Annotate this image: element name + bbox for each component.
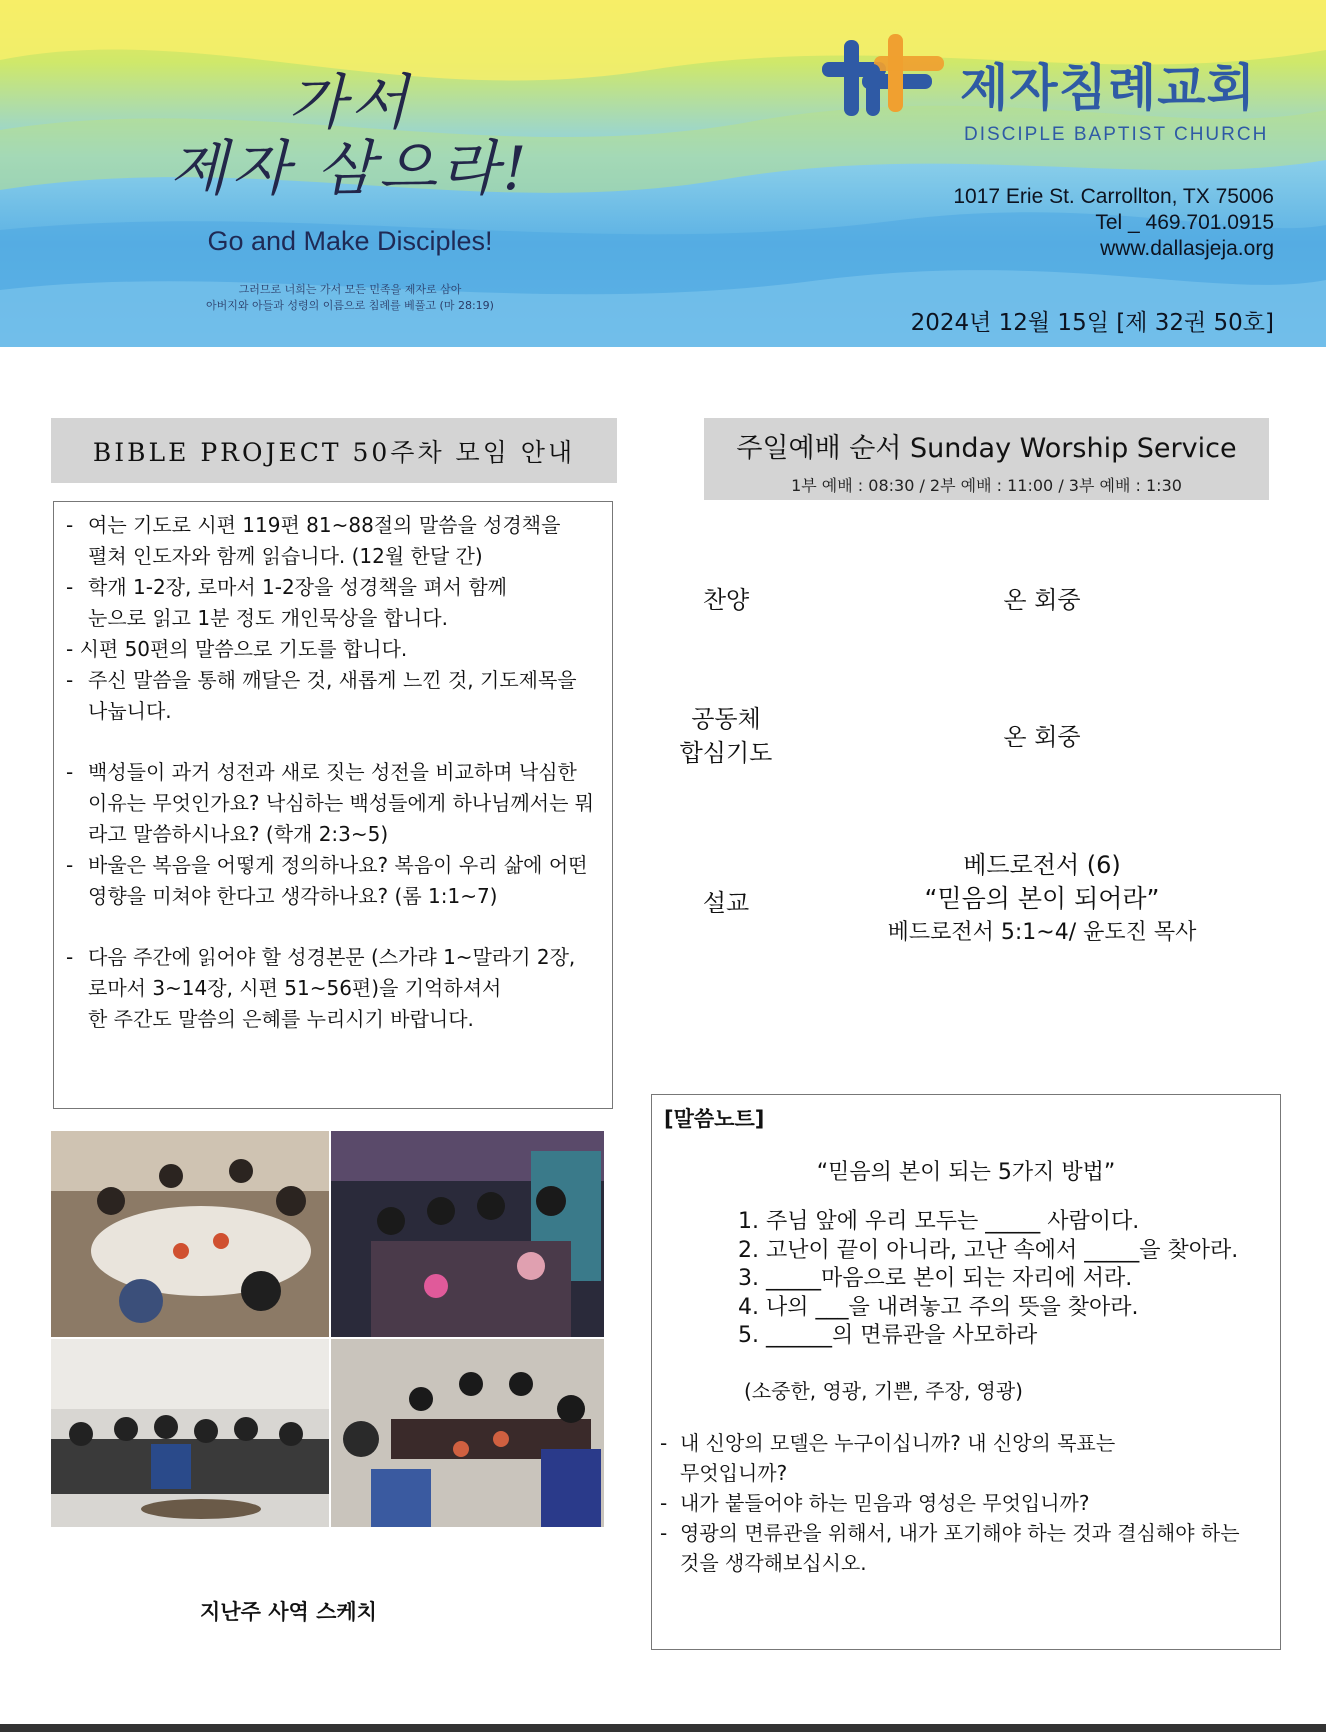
ministry-photo-1 (51, 1131, 329, 1337)
list-item: - 영광의 면류관을 위해서, 내가 포기해야 하는 것과 결심해야 하는 것을 생각해보십시오. (660, 1521, 1240, 1575)
church-website[interactable]: www.dallasjeja.org (1100, 237, 1274, 260)
issue-date: 2024년 12월 15일 [제 32권 50호] (910, 310, 1274, 336)
list-item: - 내가 붙들어야 하는 믿음과 영성은 무엇입니까? (660, 1491, 1090, 1515)
sermon-note-questions (660, 1428, 1260, 1578)
sermon-note-title: “믿음의 본이 되는 5가지 방법” (816, 1160, 1116, 1185)
list-item: - 다음 주간에 읽어야 할 성경본문 (스가랴 1~말라기 2장, 로마서 3~14장, 시편 51~56편)을 기억하셔서 한 주간도 말씀의 은혜를 누리시기 바랍니다. (66, 945, 576, 1031)
order-value-prayer: 온 회중 (1003, 723, 1081, 751)
sermon-reference: 베드로전서 5:1~4/ 윤도진 목사 (887, 920, 1197, 945)
list-item: - 학개 1-2장, 로마서 1-2장을 성경책을 펴서 함께 눈으로 읽고 1분 정도 개인묵상을 합니다. (66, 575, 507, 630)
sermon-title: “믿음의 본이 되어라” (924, 884, 1160, 913)
bottom-divider (0, 1724, 1326, 1732)
order-label-praise: 찬양 (702, 586, 750, 614)
sermon-note-heading: [말씀노트] (664, 1107, 765, 1131)
list-item: - 바울은 복음을 어떻게 정의하나요? 복음이 우리 삶에 어떤 영향을 미쳐야 한다고 생각하나요? (롬 1:1~7) (66, 853, 588, 908)
list-item: - 여는 기도로 시편 119편 81~88절의 말씀을 성경책을 펼쳐 인도자와 함께 읽습니다. (12월 한달 간) (66, 513, 561, 568)
ministry-photo-4 (331, 1339, 604, 1527)
list-item: - 백성들이 과거 성전과 새로 짓는 성전을 비교하며 낙심한 이유는 무엇인가요? 낙심하는 백성들에게 하나님께서는 뭐 라고 말씀하시나요? (학개 2:3~5) (66, 760, 595, 846)
ministry-photo-2 (331, 1131, 604, 1337)
list-item: 2. 고난이 끝이 아니라, 고난 속에서 _____을 찾아라. (738, 1237, 1239, 1263)
church-address: 1017 Erie St. Carrollton, TX 75006 (953, 185, 1274, 208)
church-name-english: DISCIPLE BAPTIST CHURCH (964, 124, 1269, 145)
order-label-prayer: 공동체 합심기도 (679, 705, 773, 767)
bible-project-box (53, 501, 613, 1109)
sermon-note-box (651, 1094, 1281, 1650)
church-phone: Tel _ 469.701.0915 (1095, 211, 1274, 234)
worship-service-header (704, 418, 1269, 500)
sermon-note-answers: (소중한, 영광, 기쁜, 주장, 영광) (744, 1379, 1023, 1403)
church-logo-icon (822, 34, 952, 120)
sermon-book: 베드로전서 (6) (963, 851, 1121, 879)
slogan-korean (150, 70, 550, 202)
list-item: - 내 신앙의 모델은 누구이십니까? 내 신앙의 목표는 무엇입니까? (660, 1431, 1116, 1485)
ministry-photo-collage (51, 1131, 604, 1527)
list-item: 1. 주님 앞에 우리 모두는 _____ 사람이다. (738, 1209, 1140, 1234)
bulletin-header (0, 0, 1326, 347)
list-item: 3. _____마음으로 본이 되는 자리에 서라. (738, 1266, 1133, 1291)
ministry-photo-3 (51, 1339, 329, 1527)
worship-service-title: 주일예배 순서 Sunday Worship Service (736, 433, 1237, 464)
photo-caption: 지난주 사역 스케치 (200, 1600, 377, 1624)
list-item: 5. ______의 면류관을 사모하라 (738, 1323, 1038, 1348)
church-contact (953, 184, 1274, 262)
church-name-korean: 제자침례교회 (960, 59, 1256, 117)
slogan-verse (170, 282, 530, 314)
list-item: - 시편 50편의 말씀으로 기도를 합니다. (66, 637, 408, 661)
list-item: - 주신 말씀을 통해 깨달은 것, 새롭게 느낀 것, 기도제목을 나눕니다. (66, 668, 577, 723)
slogan-english: Go and Make Disciples! (207, 226, 493, 256)
verse-line2: 아버지와 아들과 성령의 이름으로 침례를 베풀고 (마 28:19) (206, 299, 494, 312)
list-item: 4. 나의 ___을 내려놓고 주의 뜻을 찾아라. (738, 1294, 1139, 1320)
worship-service-times: 1부 예배 : 08:30 / 2부 예배 : 11:00 / 3부 예배 : 1:30 (791, 476, 1182, 495)
sermon-note-points (738, 1208, 1238, 1351)
order-value-praise: 온 회중 (1003, 586, 1081, 614)
slogan-korean-line2: 제자 삼으라! (169, 134, 531, 204)
order-label-sermon: 설교 (702, 889, 750, 917)
order-value-sermon (832, 848, 1252, 950)
bible-project-title: BIBLE PROJECT 50주차 모임 안내 (51, 418, 617, 483)
verse-line1: 그러므로 너희는 가서 모든 민족을 제자로 삼아 (238, 283, 462, 296)
slogan-korean-line1: 가서 (288, 68, 412, 138)
